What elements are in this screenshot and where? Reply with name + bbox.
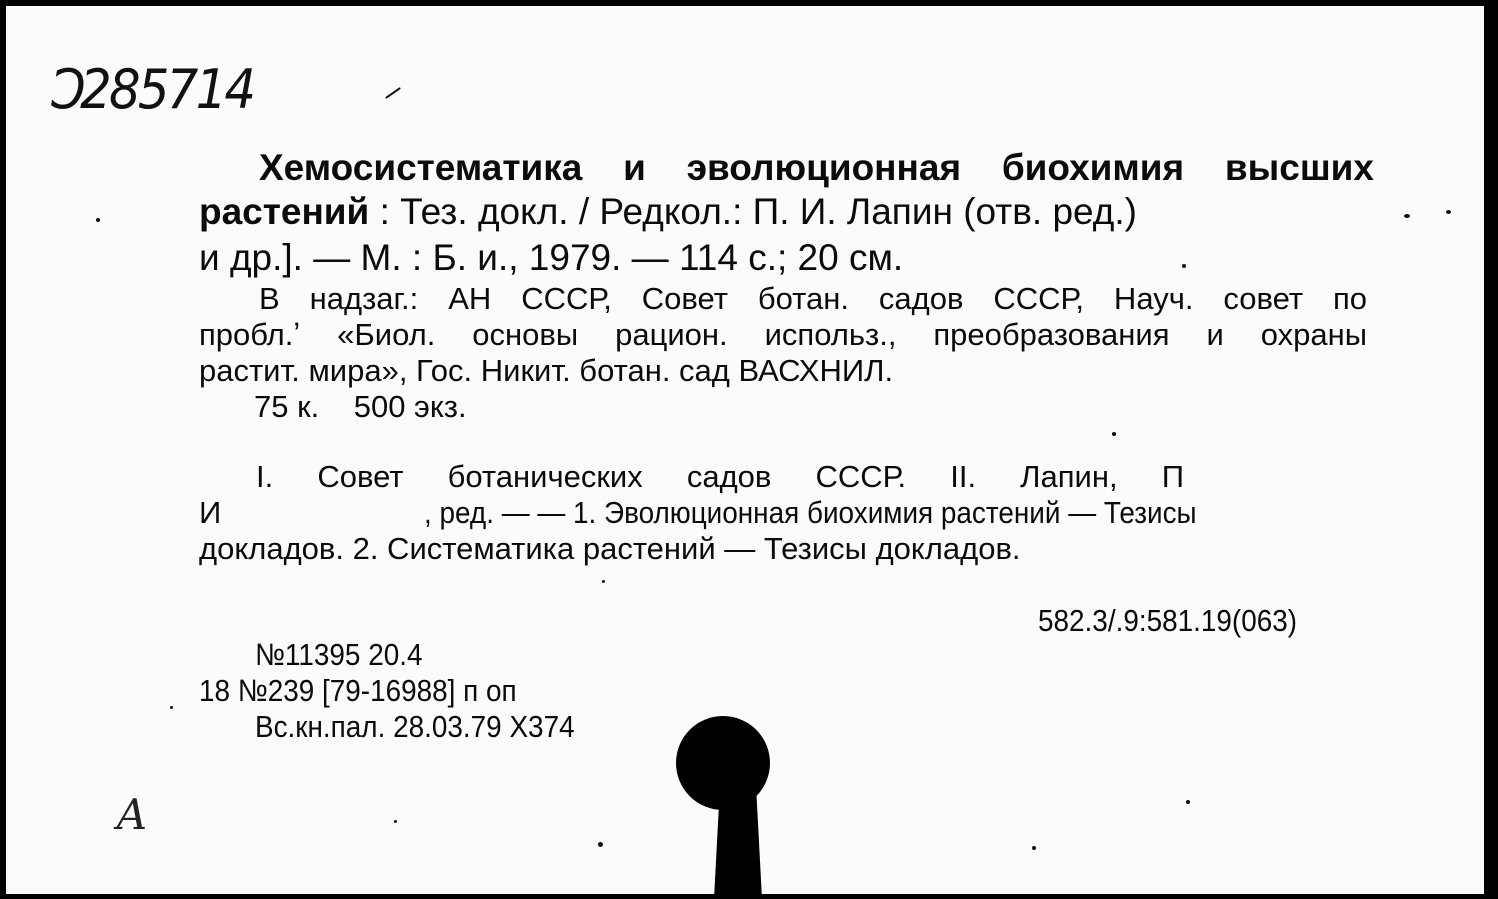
tracing-line-2-start: И: [199, 495, 222, 530]
title-line-1: Хемосистематика и эволюционная биохимия высших: [259, 147, 1374, 188]
pencil-mark: А: [116, 790, 148, 839]
footer-line-2: 18 №239 [79-16988] п оп: [199, 673, 517, 708]
tracing-line-1: I. Совет ботанических садов СССР. II. Лапин, П: [256, 459, 1184, 494]
punch-slot: [714, 790, 762, 899]
pen-stroke: [385, 87, 401, 99]
card-edge-right: [1484, 0, 1498, 899]
title-bold-part: растений: [199, 191, 370, 232]
speck: [1404, 214, 1410, 218]
speck: [1182, 264, 1186, 268]
speck: [602, 580, 605, 583]
price-and-print-run: 75 к. 500 экз.: [254, 389, 467, 424]
udc-classification: 582.3/.9:581.19(063): [1038, 603, 1298, 638]
speck: [1186, 800, 1190, 804]
tracing-line-2-rest: , ред. — — 1. Эволюционная биохимия растений — Тезисы: [424, 495, 1197, 530]
title-line-2: [199, 190, 1374, 234]
speck: [170, 706, 173, 709]
handwritten-shelfmark: Ɔ285714: [48, 58, 254, 121]
title-line-3: и др.]. — М. : Б. и., 1979. — 114 с.; 20 см.: [199, 237, 904, 278]
title-line-2-rest: : Тез. докл. / Редкол.: П. И. Лапин (отв. ред.): [369, 191, 1137, 232]
note-line-1: В надзаг.: АН СССР, Совет ботан. садов СССР, Науч. совет по: [259, 281, 1367, 316]
note-line-3: растит. мира», Гос. Никит. ботан. сад ВАСХНИЛ.: [199, 353, 894, 388]
card-edge-left: [0, 0, 6, 899]
footer-line-3: Вс.кн.пал. 28.03.79 Х374: [255, 709, 575, 744]
card-edge-top: [0, 0, 1498, 6]
tracing-line-3: докладов. 2. Систематика растений — Тезисы докладов.: [199, 531, 1021, 566]
speck: [598, 842, 603, 847]
footer-line-1: №11395 20.4: [255, 637, 423, 672]
speck: [1446, 210, 1451, 214]
speck: [96, 218, 100, 222]
speck: [394, 820, 397, 823]
speck: [1032, 846, 1036, 850]
note-line-2: пробл.ʼ «Биол. основы рацион. использ., преобразования и охраны: [199, 317, 1367, 352]
speck: [1112, 432, 1116, 436]
